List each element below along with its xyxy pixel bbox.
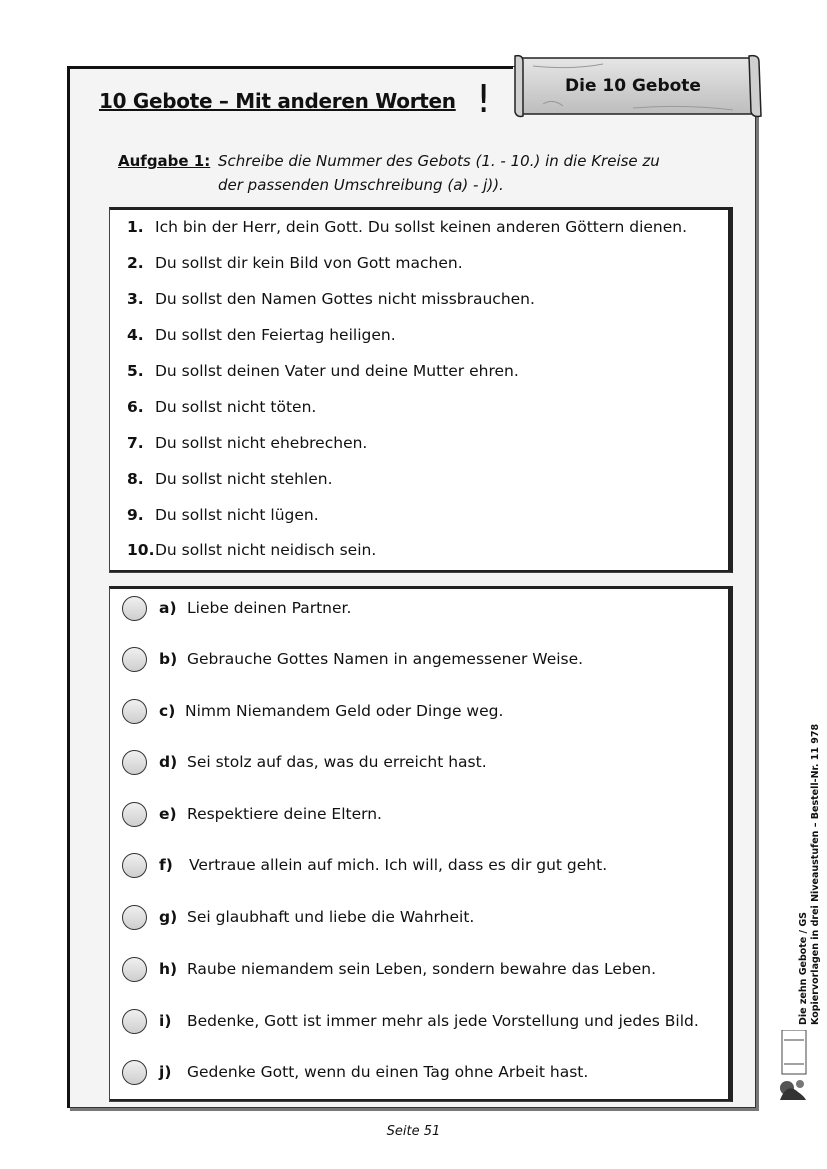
paraphrase-letter: e)	[159, 805, 177, 823]
paraphrase-text: Gebrauche Gottes Namen in angemessener Weise.	[187, 650, 584, 668]
commandment-item	[127, 541, 376, 559]
paraphrase-letter: i)	[159, 1012, 172, 1030]
commandment-number: 1.	[127, 218, 144, 236]
commandment-item	[127, 218, 687, 236]
frame-left-edge	[67, 66, 70, 1108]
page-title: 10 Gebote – Mit anderen Worten	[99, 89, 456, 113]
commandments-box	[109, 207, 733, 573]
paraphrase-letter: g)	[159, 908, 178, 926]
side-line-2: Kopiervorlagen in drei Niveaustufen – Bestell-Nr. 11 978	[810, 723, 821, 1025]
answer-circle[interactable]	[122, 1009, 147, 1034]
commandment-item	[127, 254, 463, 272]
paraphrase-letter: a)	[159, 599, 177, 617]
banner-label: Die 10 Gebote	[565, 76, 701, 96]
task-text-line-2: der passenden Umschreibung (a) - j)).	[218, 176, 504, 194]
commandment-item	[127, 470, 333, 488]
commandment-item	[127, 290, 535, 308]
commandment-number: 6.	[127, 398, 144, 416]
answer-circle[interactable]	[122, 596, 147, 621]
commandment-item	[127, 506, 319, 524]
publisher-logo	[776, 1030, 810, 1102]
paraphrase-letter: d)	[159, 753, 178, 771]
paraphrase-text: Bedenke, Gott ist immer mehr als jede Vorstellung und jedes Bild.	[187, 1012, 699, 1030]
paraphrase-letter: j)	[159, 1063, 172, 1081]
commandment-text: Du sollst nicht töten.	[155, 398, 317, 416]
paraphrase-letter: c)	[159, 702, 176, 720]
answer-circle[interactable]	[122, 647, 147, 672]
commandment-text: Du sollst deinen Vater und deine Mutter ehren.	[155, 362, 519, 380]
answer-circle[interactable]	[122, 1060, 147, 1085]
paraphrase-text: Nimm Niemandem Geld oder Dinge weg.	[185, 702, 504, 720]
commandment-number: 5.	[127, 362, 144, 380]
commandment-number: 10.	[127, 541, 155, 559]
commandment-text: Du sollst nicht ehebrechen.	[155, 434, 368, 452]
paraphrase-text: Respektiere deine Eltern.	[187, 805, 382, 823]
side-line-1: Die zehn Gebote / GS	[798, 912, 809, 1025]
answer-circle[interactable]	[122, 802, 147, 827]
commandment-number: 7.	[127, 434, 144, 452]
commandment-number: 3.	[127, 290, 144, 308]
commandment-number: 2.	[127, 254, 144, 272]
commandment-number: 8.	[127, 470, 144, 488]
paraphrase-letter: h)	[159, 960, 178, 978]
commandment-text: Du sollst dir kein Bild von Gott machen.	[155, 254, 463, 272]
commandment-text: Du sollst den Namen Gottes nicht missbrauchen.	[155, 290, 535, 308]
commandment-item	[127, 362, 519, 380]
commandment-number: 9.	[127, 506, 144, 524]
task-label: Aufgabe 1:	[118, 152, 211, 170]
side-publisher-info	[798, 724, 822, 1025]
commandment-text: Ich bin der Herr, dein Gott. Du sollst keinen anderen Göttern dienen.	[155, 218, 688, 236]
answer-circle[interactable]	[122, 957, 147, 982]
commandment-text: Du sollst den Feiertag heiligen.	[155, 326, 396, 344]
paraphrase-text: Vertraue allein auf mich. Ich will, dass es dir gut geht.	[189, 856, 608, 874]
page-number: Seite 51	[386, 1124, 441, 1139]
task-text-line-1: Schreibe die Nummer des Gebots (1. - 10.) in die Kreise zu	[218, 152, 660, 170]
commandment-text: Du sollst nicht neidisch sein.	[155, 541, 377, 559]
commandment-text: Du sollst nicht lügen.	[155, 506, 319, 524]
paraphrase-text: Liebe deinen Partner.	[187, 599, 352, 617]
answer-circle[interactable]	[122, 853, 147, 878]
paraphrase-text: Sei glaubhaft und liebe die Wahrheit.	[187, 908, 475, 926]
paraphrase-letter: b)	[159, 650, 178, 668]
answer-circle[interactable]	[122, 750, 147, 775]
publisher-logo-icon	[776, 1030, 810, 1102]
paraphrase-text: Gedenke Gott, wenn du einen Tag ohne Arbeit hast.	[187, 1063, 589, 1081]
commandment-item	[127, 398, 316, 416]
paraphrases-box	[109, 586, 733, 1102]
commandment-text: Du sollst nicht stehlen.	[155, 470, 333, 488]
answer-circle[interactable]	[122, 699, 147, 724]
answer-circle[interactable]	[122, 905, 147, 930]
commandment-item	[127, 434, 367, 452]
paraphrase-text: Raube niemandem sein Leben, sondern bewahre das Leben.	[187, 960, 657, 978]
commandment-number: 4.	[127, 326, 144, 344]
paraphrase-letter: f)	[159, 856, 173, 874]
task-text	[218, 149, 688, 197]
exclamation-mark: !	[476, 77, 492, 121]
frame-top-edge	[67, 66, 513, 69]
paraphrase-text: Sei stolz auf das, was du erreicht hast.	[187, 753, 487, 771]
scroll-banner	[513, 54, 763, 118]
commandment-item	[127, 326, 396, 344]
